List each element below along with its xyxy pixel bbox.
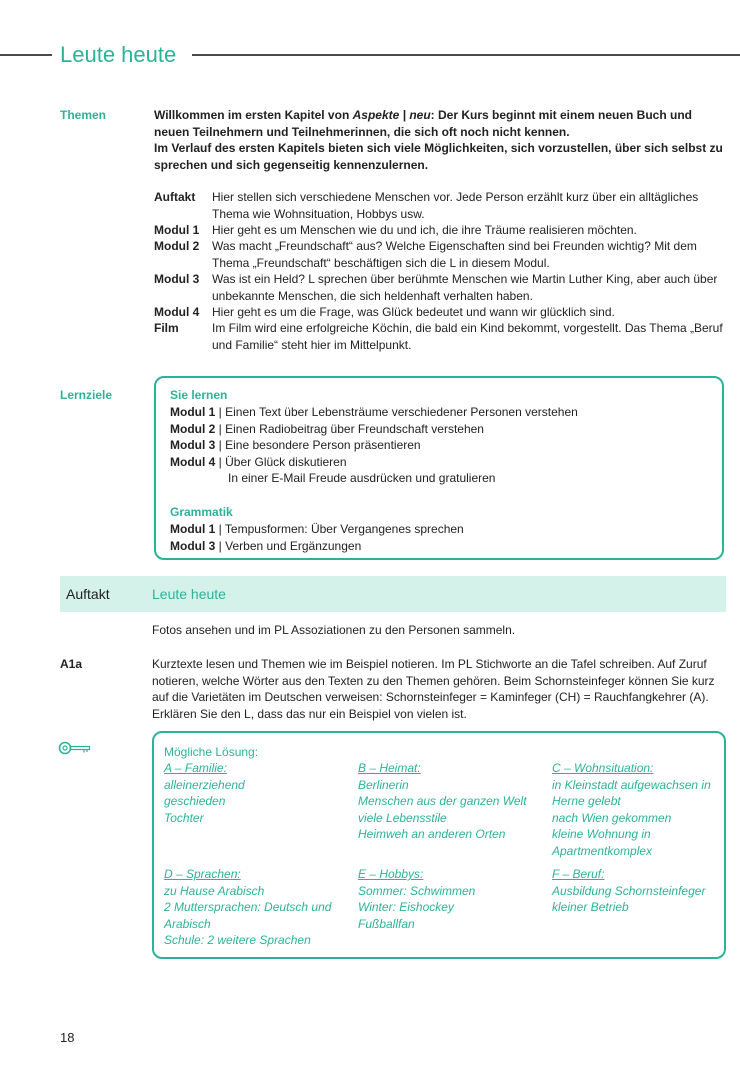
separator: | — [218, 522, 222, 536]
goal-text: Eine besondere Person präsentieren — [225, 438, 421, 452]
key-icon — [58, 740, 92, 756]
group-item: kleine Wohnung in — [552, 827, 651, 841]
group-item: Ausbildung Schornsteinfeger — [552, 883, 706, 898]
group-item: Sommer: Schwimmen — [358, 883, 476, 898]
grammar-key: Modul 3 — [170, 538, 216, 553]
auftakt-band-title: Leute heute — [152, 586, 226, 602]
group-item: nach Wien gekommen — [552, 810, 672, 825]
module-key: Modul 2 — [154, 239, 200, 253]
lernziele-box — [154, 376, 724, 560]
group-title: C – Wohnsituation: — [552, 761, 654, 775]
group-item: Berlinerin — [358, 777, 409, 792]
header-rule-right — [192, 54, 740, 56]
chapter-title: Leute heute — [60, 42, 177, 67]
module-key: Modul 4 — [154, 305, 200, 319]
themen-label: Themen — [60, 108, 107, 122]
goal-key: Modul 2 — [170, 421, 216, 436]
grammar-list — [170, 521, 464, 554]
intro-text-part1: Willkommen im ersten Kapitel von — [154, 108, 353, 122]
module-text: Hier stellen sich verschiedene Menschen vor. Jede Person erzählt kurz über ein alltägliches Thema wie Wohnsituation, Hobbys usw. — [212, 190, 699, 221]
module-text: Hier geht es um die Frage, was Glück bedeutet und wann wir glücklich sind. — [212, 305, 615, 319]
goal-key: Modul 1 — [170, 405, 216, 419]
solution-group-f — [552, 866, 722, 916]
group-title: D – Sprachen: — [164, 867, 241, 881]
goals-list — [170, 404, 578, 487]
lernziele-label: Lernziele — [60, 388, 113, 402]
intro-book-title: Aspekte | neu — [352, 108, 431, 122]
grammatik-heading: Grammatik — [170, 505, 233, 519]
grammar-text: Tempusformen: Über Vergangenes sprechen — [224, 522, 464, 536]
solution-title: Mögliche Lösung: — [164, 745, 259, 759]
group-item: geschieden — [164, 794, 226, 808]
module-row-auftakt — [154, 189, 724, 222]
module-text: Im Film wird eine erfolgreiche Köchin, die bald ein Kind bekommt, vorgestellt. Das Thema „Beruf und Familie“ steht hier im Mittelpunkt. — [212, 321, 723, 352]
group-item: kleiner Betrieb — [552, 900, 629, 914]
group-item: Apartmentkomplex — [552, 843, 653, 858]
goal-text: Einen Text über Lebensträume verschiedener Personen verstehen — [225, 405, 578, 419]
grammar-item — [170, 521, 464, 538]
separator: | — [218, 438, 222, 452]
solution-group-e — [358, 866, 548, 932]
goal-text: Einen Radiobeitrag über Freundschaft verstehen — [225, 421, 484, 436]
group-item: Winter: Eishockey — [358, 900, 454, 914]
auftakt-band-label: Auftakt — [66, 586, 110, 602]
group-item: in Kleinstadt aufgewachsen in — [552, 777, 711, 792]
grammar-key: Modul 1 — [170, 522, 216, 536]
solution-group-c — [552, 760, 722, 859]
separator: | — [218, 405, 222, 419]
module-row-film — [154, 320, 724, 353]
module-key: Auftakt — [154, 190, 196, 204]
module-text: Hier geht es um Menschen wie du und ich, die ihre Träume realisieren möchten. — [212, 223, 637, 237]
goal-item — [170, 404, 578, 421]
solution-group-d — [164, 866, 354, 949]
group-item: Arabisch — [164, 916, 211, 931]
group-item: Fußballfan — [358, 916, 415, 931]
group-item: Tochter — [164, 810, 204, 825]
goal-text: In einer E-Mail Freude ausdrücken und gratulieren — [228, 471, 496, 485]
module-row-1 — [154, 222, 724, 239]
solution-group-a — [164, 760, 354, 826]
a1a-label: A1a — [60, 657, 83, 671]
separator: | — [218, 454, 222, 469]
group-item: Schule: 2 weitere Sprachen — [164, 933, 311, 947]
solution-group-b — [358, 760, 548, 843]
page-number: 18 — [60, 1030, 75, 1045]
group-title: F – Beruf: — [552, 867, 605, 881]
solution-box — [152, 731, 726, 959]
group-item: zu Hause Arabisch — [164, 883, 265, 898]
auftakt-intro: Fotos ansehen und im PL Assoziationen zu den Personen sammeln. — [152, 623, 516, 637]
intro-text-part2: : Der Kurs beginnt mit einem neuen Buch und neuen Teilnehmern und Teilnehmerinnen, die sich oft noch nicht kennen. — [154, 108, 693, 139]
goal-item — [170, 454, 578, 471]
header-rule-left — [0, 54, 52, 56]
themen-intro — [154, 107, 724, 173]
goal-item — [170, 470, 578, 487]
group-title: B – Heimat: — [358, 761, 421, 775]
group-item: Herne gelebt — [552, 794, 621, 808]
grammar-item — [170, 538, 464, 555]
goal-item — [170, 437, 578, 454]
goal-key: Modul 3 — [170, 438, 216, 452]
module-key: Modul 1 — [154, 223, 200, 237]
group-item: Menschen aus der ganzen Welt — [358, 794, 527, 808]
module-row-2 — [154, 238, 724, 271]
group-item: Heimweh an anderen Orten — [358, 827, 506, 841]
group-item: 2 Muttersprachen: Deutsch und — [164, 900, 332, 914]
module-text: Was macht „Freundschaft“ aus? Welche Eigenschaften sind bei Freunden wichtig? Mit dem Thema „Freundschaft“ beschäftigen sich die L in diesem Modul. — [212, 239, 697, 270]
goal-key: Modul 4 — [170, 454, 216, 469]
module-row-4 — [154, 304, 724, 321]
intro-text-part3: Im Verlauf des ersten Kapitels bieten sich viele Möglichkeiten, sich vorzustellen, über sich selbst zu sprechen und sich gegenseitig kennenzulernen. — [154, 141, 723, 172]
goal-item — [170, 421, 578, 438]
group-title: E – Hobbys: — [358, 867, 424, 881]
module-row-3 — [154, 271, 724, 304]
goal-text: Über Glück diskutieren — [225, 454, 347, 469]
grammar-text: Verben und Ergänzungen — [225, 538, 362, 553]
module-key: Film — [154, 321, 179, 335]
a1a-text: Kurztexte lesen und Themen wie im Beispiel notieren. Im PL Stichworte an die Tafel schreiben. Auf Zuruf notieren, welche Wörter aus den Texten zu den Themen gehören. Beim Schornsteinfeger können Sie kurz auf die Varietäten im Deutschen verweisen: Schornsteinfeger = Kaminfeger (CH) = Rauchfangkehrer (A). Erklären Sie den L, dass das nur ein Beispiel von vielen ist. — [152, 657, 715, 721]
group-item: alleinerziehend — [164, 777, 245, 792]
sie-lernen-heading: Sie lernen — [170, 388, 228, 402]
module-text: Was ist ein Held? L sprechen über berühmte Menschen wie Martin Luther King, aber auch über unbekannte Menschen, die sich heldenhaft verhalten haben. — [212, 272, 718, 303]
separator: | — [218, 538, 222, 553]
module-key: Modul 3 — [154, 272, 200, 286]
group-item: viele Lebensstile — [358, 810, 447, 825]
group-title: A – Familie: — [164, 761, 227, 775]
separator: | — [218, 421, 222, 436]
